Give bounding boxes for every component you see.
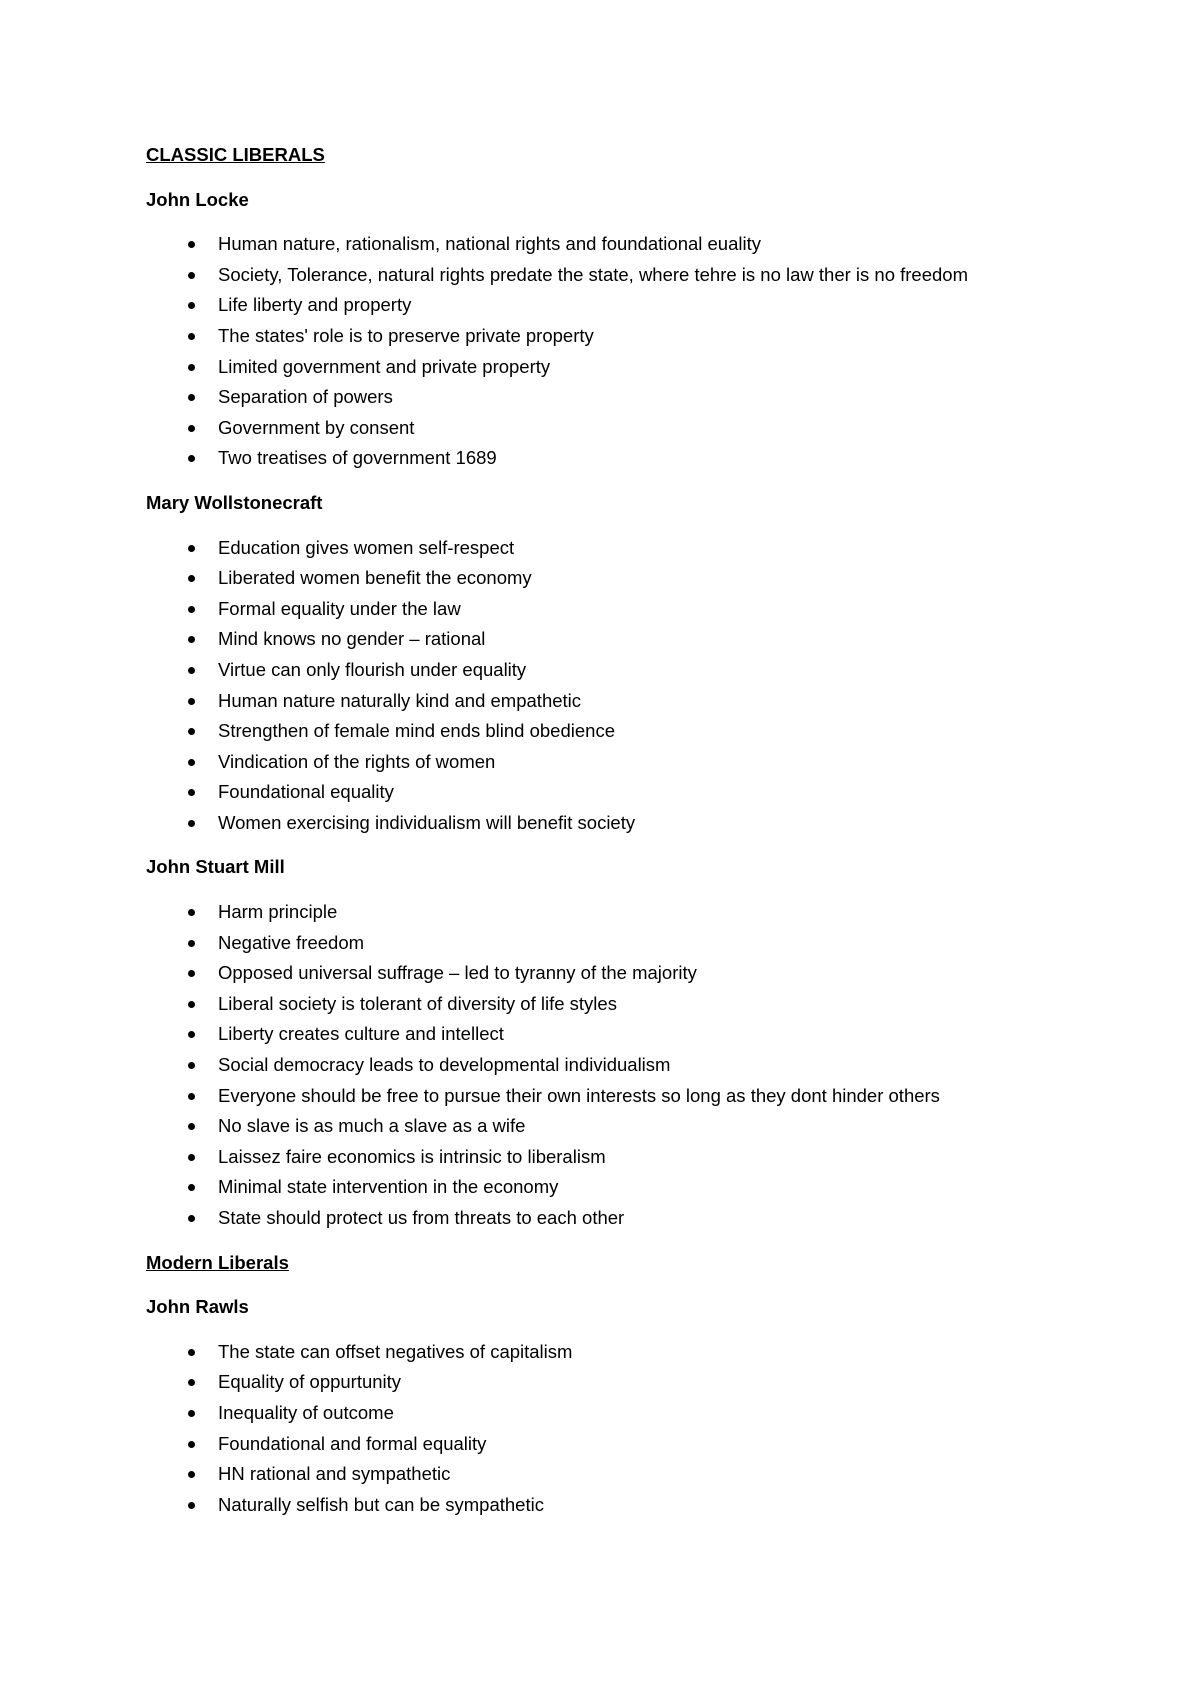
bullet-item: No slave is as much a slave as a wife (146, 1111, 1146, 1142)
bullet-item: The state can offset negatives of capitalism (146, 1337, 1146, 1368)
bullet-item: Equality of oppurtunity (146, 1367, 1146, 1398)
bullet-item: Foundational equality (146, 777, 1146, 808)
bullet-item: The states' role is to preserve private property (146, 321, 1146, 352)
bullet-item: Formal equality under the law (146, 594, 1146, 625)
bullet-item: Education gives women self-respect (146, 533, 1146, 564)
bullet-list-mary-wollstonecraft (146, 533, 1146, 839)
bullet-item: Human nature, rationalism, national rights and foundational euality (146, 229, 1146, 260)
bullet-list-john-locke (146, 229, 1146, 474)
bullet-item: Life liberty and property (146, 290, 1146, 321)
bullet-item: Human nature naturally kind and empathetic (146, 686, 1146, 717)
bullet-item: Society, Tolerance, natural rights predate the state, where tehre is no law ther is no freedom (146, 260, 1146, 291)
bullet-item: Minimal state intervention in the economy (146, 1172, 1146, 1203)
bullet-item: Everyone should be free to pursue their own interests so long as they dont hinder others (146, 1081, 1146, 1112)
document-page (146, 140, 1146, 1534)
bullet-item: Liberal society is tolerant of diversity of life styles (146, 989, 1146, 1020)
subheading-john-stuart-mill: John Stuart Mill (146, 856, 285, 878)
bullet-item: Liberty creates culture and intellect (146, 1019, 1146, 1050)
section-heading-modern-liberals: Modern Liberals (146, 1251, 289, 1273)
bullet-item: Laissez faire economics is intrinsic to liberalism (146, 1142, 1146, 1173)
bullet-item: Vindication of the rights of women (146, 747, 1146, 778)
bullet-item: State should protect us from threats to each other (146, 1203, 1146, 1234)
bullet-list-john-stuart-mill (146, 897, 1146, 1234)
bullet-item: Limited government and private property (146, 352, 1146, 383)
bullet-item: Liberated women benefit the economy (146, 563, 1146, 594)
bullet-item: Opposed universal suffrage – led to tyranny of the majority (146, 958, 1146, 989)
bullet-item: Strengthen of female mind ends blind obedience (146, 716, 1146, 747)
bullet-item: Social democracy leads to developmental individualism (146, 1050, 1146, 1081)
bullet-item: Two treatises of government 1689 (146, 443, 1146, 474)
bullet-item: Virtue can only flourish under equality (146, 655, 1146, 686)
bullet-list-john-rawls (146, 1337, 1146, 1521)
subheading-john-rawls: John Rawls (146, 1296, 249, 1318)
bullet-item: Government by consent (146, 413, 1146, 444)
subheading-john-locke: John Locke (146, 188, 249, 210)
bullet-item: Harm principle (146, 897, 1146, 928)
bullet-item: Separation of powers (146, 382, 1146, 413)
bullet-item: HN rational and sympathetic (146, 1459, 1146, 1490)
bullet-item: Naturally selfish but can be sympathetic (146, 1490, 1146, 1521)
bullet-item: Inequality of outcome (146, 1398, 1146, 1429)
bullet-item: Foundational and formal equality (146, 1429, 1146, 1460)
subheading-mary-wollstonecraft: Mary Wollstonecraft (146, 491, 323, 513)
section-heading-classic-liberals: CLASSIC LIBERALS (146, 144, 325, 165)
bullet-item: Negative freedom (146, 928, 1146, 959)
bullet-item: Mind knows no gender – rational (146, 624, 1146, 655)
bullet-item: Women exercising individualism will benefit society (146, 808, 1146, 839)
